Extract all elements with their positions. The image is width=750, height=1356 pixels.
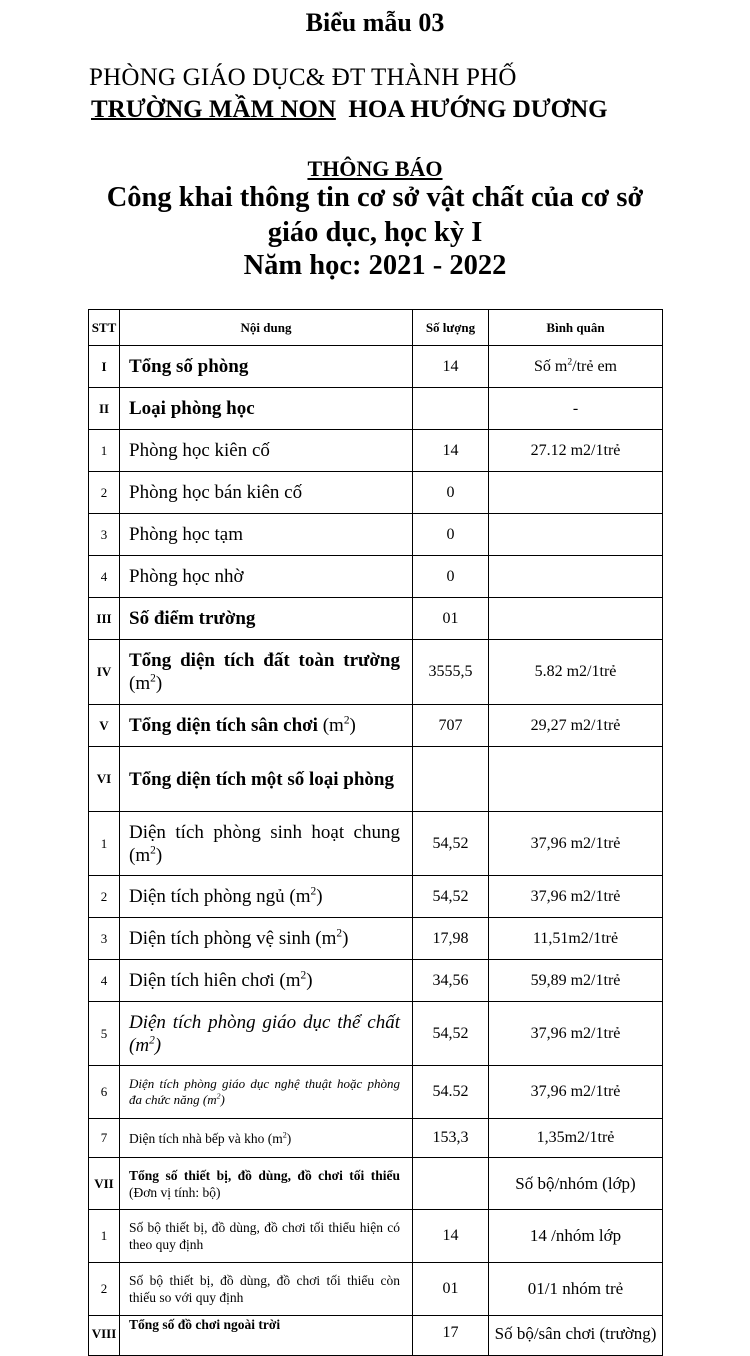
row-content bbox=[120, 1002, 413, 1066]
row-average: 5.82 m2/1trẻ bbox=[489, 640, 663, 705]
department-name: PHÒNG GIÁO DỤC& ĐT THÀNH PHỐ bbox=[89, 64, 517, 91]
table-row bbox=[89, 1263, 663, 1316]
table-row bbox=[89, 430, 663, 472]
row-average: Số bộ/sân chơi (trường) bbox=[489, 1316, 663, 1356]
row-stt: 2 bbox=[89, 472, 120, 514]
row-average bbox=[489, 747, 663, 812]
row-average: 11,51m2/1trẻ bbox=[489, 918, 663, 960]
row-average: 37,96 m2/1trẻ bbox=[489, 812, 663, 876]
row-stt: 1 bbox=[89, 430, 120, 472]
superscript: 2 bbox=[149, 1034, 155, 1047]
row-stt: 2 bbox=[89, 1263, 120, 1316]
row-quantity: 54,52 bbox=[413, 1002, 489, 1066]
row-content bbox=[120, 918, 413, 960]
col-header-quantity: Số lượng bbox=[413, 310, 489, 346]
row-quantity: 17,98 bbox=[413, 918, 489, 960]
superscript: 2 bbox=[310, 885, 317, 898]
superscript: 2 bbox=[300, 969, 307, 982]
row-stt: IV bbox=[89, 640, 120, 705]
form-number-title: Biểu mẫu 03 bbox=[305, 8, 445, 37]
row-content-text: Diện tích hiên chơi (m bbox=[129, 970, 301, 991]
row-stt: VII bbox=[89, 1158, 120, 1210]
superscript: 2 bbox=[336, 927, 343, 940]
row-quantity: 34,56 bbox=[413, 960, 489, 1002]
row-stt: I bbox=[89, 346, 120, 388]
row-average bbox=[489, 556, 663, 598]
row-stt: VIII bbox=[89, 1316, 120, 1356]
table-row bbox=[89, 1210, 663, 1263]
row-content bbox=[120, 1066, 413, 1119]
row-content bbox=[120, 640, 413, 705]
row-content: Tổng diện tích một số loại phòng bbox=[120, 747, 413, 812]
row-quantity bbox=[413, 1158, 489, 1210]
table-row bbox=[89, 640, 663, 705]
table-row bbox=[89, 960, 663, 1002]
col-header-stt: STT bbox=[89, 310, 120, 346]
row-stt: 7 bbox=[89, 1119, 120, 1158]
row-stt: 1 bbox=[89, 812, 120, 876]
row-content: Phòng học kiên cố bbox=[120, 430, 413, 472]
table-row bbox=[89, 1066, 663, 1119]
row-content bbox=[120, 1119, 413, 1158]
row-content-text: Diện tích nhà bếp và kho (m bbox=[129, 1130, 283, 1146]
row-stt: 5 bbox=[89, 1002, 120, 1066]
unit-close: ) bbox=[349, 715, 356, 736]
row-average bbox=[489, 598, 663, 640]
table-row bbox=[89, 1119, 663, 1158]
table-header-row bbox=[89, 310, 663, 346]
notice-title: Công khai thông tin cơ sở vật chất của cơ sở giáo dục, học kỳ I bbox=[106, 182, 644, 248]
row-average: 37,96 m2/1trẻ bbox=[489, 1002, 663, 1066]
row-content bbox=[120, 705, 413, 747]
superscript: 2 bbox=[150, 672, 156, 685]
row-quantity: 14 bbox=[413, 430, 489, 472]
table-row bbox=[89, 346, 663, 388]
avg-text: Số m bbox=[533, 357, 568, 375]
row-average: Số bộ/nhóm (lớp) bbox=[489, 1158, 663, 1210]
superscript: 2 bbox=[343, 714, 350, 727]
row-quantity: 3555,5 bbox=[413, 640, 489, 705]
unit-close: ) bbox=[154, 1034, 162, 1056]
table-row bbox=[89, 1002, 663, 1066]
school-year: Năm học: 2021 - 2022 bbox=[243, 250, 507, 281]
unit-close: ) bbox=[155, 673, 163, 694]
row-content: Số bộ thiết bị, đồ dùng, đồ chơi tối thiểu còn thiếu so với quy định bbox=[120, 1263, 413, 1316]
unit-text: (Đơn vị tính: bộ) bbox=[129, 1184, 221, 1200]
facility-table bbox=[88, 309, 663, 1356]
row-quantity: 153,3 bbox=[413, 1119, 489, 1158]
row-stt: VI bbox=[89, 747, 120, 812]
row-stt: II bbox=[89, 388, 120, 430]
unit-text: (m bbox=[317, 715, 344, 736]
row-content-text: Diện tích phòng giáo dục nghệ thuật hoặc phòng đa chức năng (m bbox=[129, 1076, 400, 1107]
row-content bbox=[120, 1158, 413, 1210]
row-content: Phòng học bán kiên cố bbox=[120, 472, 413, 514]
row-content: Số điểm trường bbox=[120, 598, 413, 640]
row-quantity: 01 bbox=[413, 1263, 489, 1316]
row-content-text: Diện tích phòng sinh hoạt chung (m bbox=[129, 821, 400, 866]
row-stt: 3 bbox=[89, 918, 120, 960]
row-quantity bbox=[413, 388, 489, 430]
superscript: 2 bbox=[150, 844, 156, 857]
notice-label: THÔNG BÁO bbox=[307, 156, 443, 181]
unit-close: ) bbox=[155, 844, 163, 866]
school-name-underlined: TRƯỜNG MẦM NON bbox=[91, 96, 336, 123]
table-row bbox=[89, 747, 663, 812]
unit-close: ) bbox=[286, 1130, 292, 1146]
table-row bbox=[89, 918, 663, 960]
row-average: 01/1 nhóm trẻ bbox=[489, 1263, 663, 1316]
row-content bbox=[120, 960, 413, 1002]
row-content-text: Diện tích phòng vệ sinh (m bbox=[129, 928, 337, 949]
unit-close: ) bbox=[316, 886, 323, 907]
unit-close: ) bbox=[220, 1092, 225, 1107]
row-stt: 4 bbox=[89, 960, 120, 1002]
row-content-text: Diện tích phòng ngủ (m bbox=[129, 886, 311, 907]
row-content-bold: Tổng số thiết bị, đồ dùng, đồ chơi tối thiểu bbox=[129, 1167, 400, 1183]
table-row bbox=[89, 472, 663, 514]
row-quantity: 0 bbox=[413, 514, 489, 556]
table-row bbox=[89, 1316, 663, 1356]
superscript: 2 bbox=[567, 356, 573, 368]
row-stt: V bbox=[89, 705, 120, 747]
row-content: Loại phòng học bbox=[120, 388, 413, 430]
school-name-rest: HOA HƯỚNG DƯƠNG bbox=[335, 96, 608, 123]
row-content: Phòng học tạm bbox=[120, 514, 413, 556]
row-stt: 3 bbox=[89, 514, 120, 556]
row-quantity bbox=[413, 747, 489, 812]
row-quantity: 54,52 bbox=[413, 876, 489, 918]
row-quantity: 54,52 bbox=[413, 812, 489, 876]
row-quantity: 54.52 bbox=[413, 1066, 489, 1119]
table-row bbox=[89, 812, 663, 876]
school-name bbox=[91, 96, 608, 124]
row-average: - bbox=[489, 388, 663, 430]
unit-text: (m bbox=[129, 673, 151, 694]
row-average: 37,96 m2/1trẻ bbox=[489, 876, 663, 918]
table-row bbox=[89, 598, 663, 640]
row-content-bold: Tổng diện tích sân chơi bbox=[129, 715, 318, 736]
avg-text-tail: /trẻ em bbox=[572, 357, 617, 375]
row-content bbox=[120, 812, 413, 876]
row-quantity: 01 bbox=[413, 598, 489, 640]
col-header-average: Bình quân bbox=[489, 310, 663, 346]
row-average: 37,96 m2/1trẻ bbox=[489, 1066, 663, 1119]
superscript: 2 bbox=[282, 1130, 287, 1139]
row-content-text: Diện tích phòng giáo dục thể chất (m bbox=[129, 1011, 400, 1056]
table-row bbox=[89, 705, 663, 747]
row-average: 14 /nhóm lớp bbox=[489, 1210, 663, 1263]
row-average bbox=[489, 514, 663, 556]
row-stt: 1 bbox=[89, 1210, 120, 1263]
row-average: 27.12 m2/1trẻ bbox=[489, 430, 663, 472]
row-average: 59,89 m2/1trẻ bbox=[489, 960, 663, 1002]
row-stt: 2 bbox=[89, 876, 120, 918]
row-stt: 6 bbox=[89, 1066, 120, 1119]
row-stt: III bbox=[89, 598, 120, 640]
superscript: 2 bbox=[216, 1091, 221, 1101]
row-quantity: 17 bbox=[413, 1316, 489, 1356]
row-content: Tổng số đồ chơi ngoài trời bbox=[120, 1316, 413, 1356]
table-row bbox=[89, 388, 663, 430]
row-quantity: 0 bbox=[413, 556, 489, 598]
row-quantity: 14 bbox=[413, 1210, 489, 1263]
col-header-content: Nội dung bbox=[120, 310, 413, 346]
row-content-bold: Tổng diện tích đất toàn trường bbox=[129, 650, 400, 671]
row-quantity: 0 bbox=[413, 472, 489, 514]
row-quantity: 14 bbox=[413, 346, 489, 388]
table-row bbox=[89, 556, 663, 598]
row-stt: 4 bbox=[89, 556, 120, 598]
row-content: Phòng học nhờ bbox=[120, 556, 413, 598]
table-row bbox=[89, 876, 663, 918]
row-content bbox=[120, 876, 413, 918]
table-row bbox=[89, 514, 663, 556]
unit-close: ) bbox=[306, 970, 313, 991]
row-quantity: 707 bbox=[413, 705, 489, 747]
unit-close: ) bbox=[342, 928, 349, 949]
table-row bbox=[89, 1158, 663, 1210]
row-average bbox=[489, 472, 663, 514]
row-average: 1,35m2/1trẻ bbox=[489, 1119, 663, 1158]
row-average bbox=[489, 346, 663, 388]
row-average: 29,27 m2/1trẻ bbox=[489, 705, 663, 747]
row-content: Tổng số phòng bbox=[120, 346, 413, 388]
row-content: Số bộ thiết bị, đồ dùng, đồ chơi tối thiểu hiện có theo quy định bbox=[120, 1210, 413, 1263]
